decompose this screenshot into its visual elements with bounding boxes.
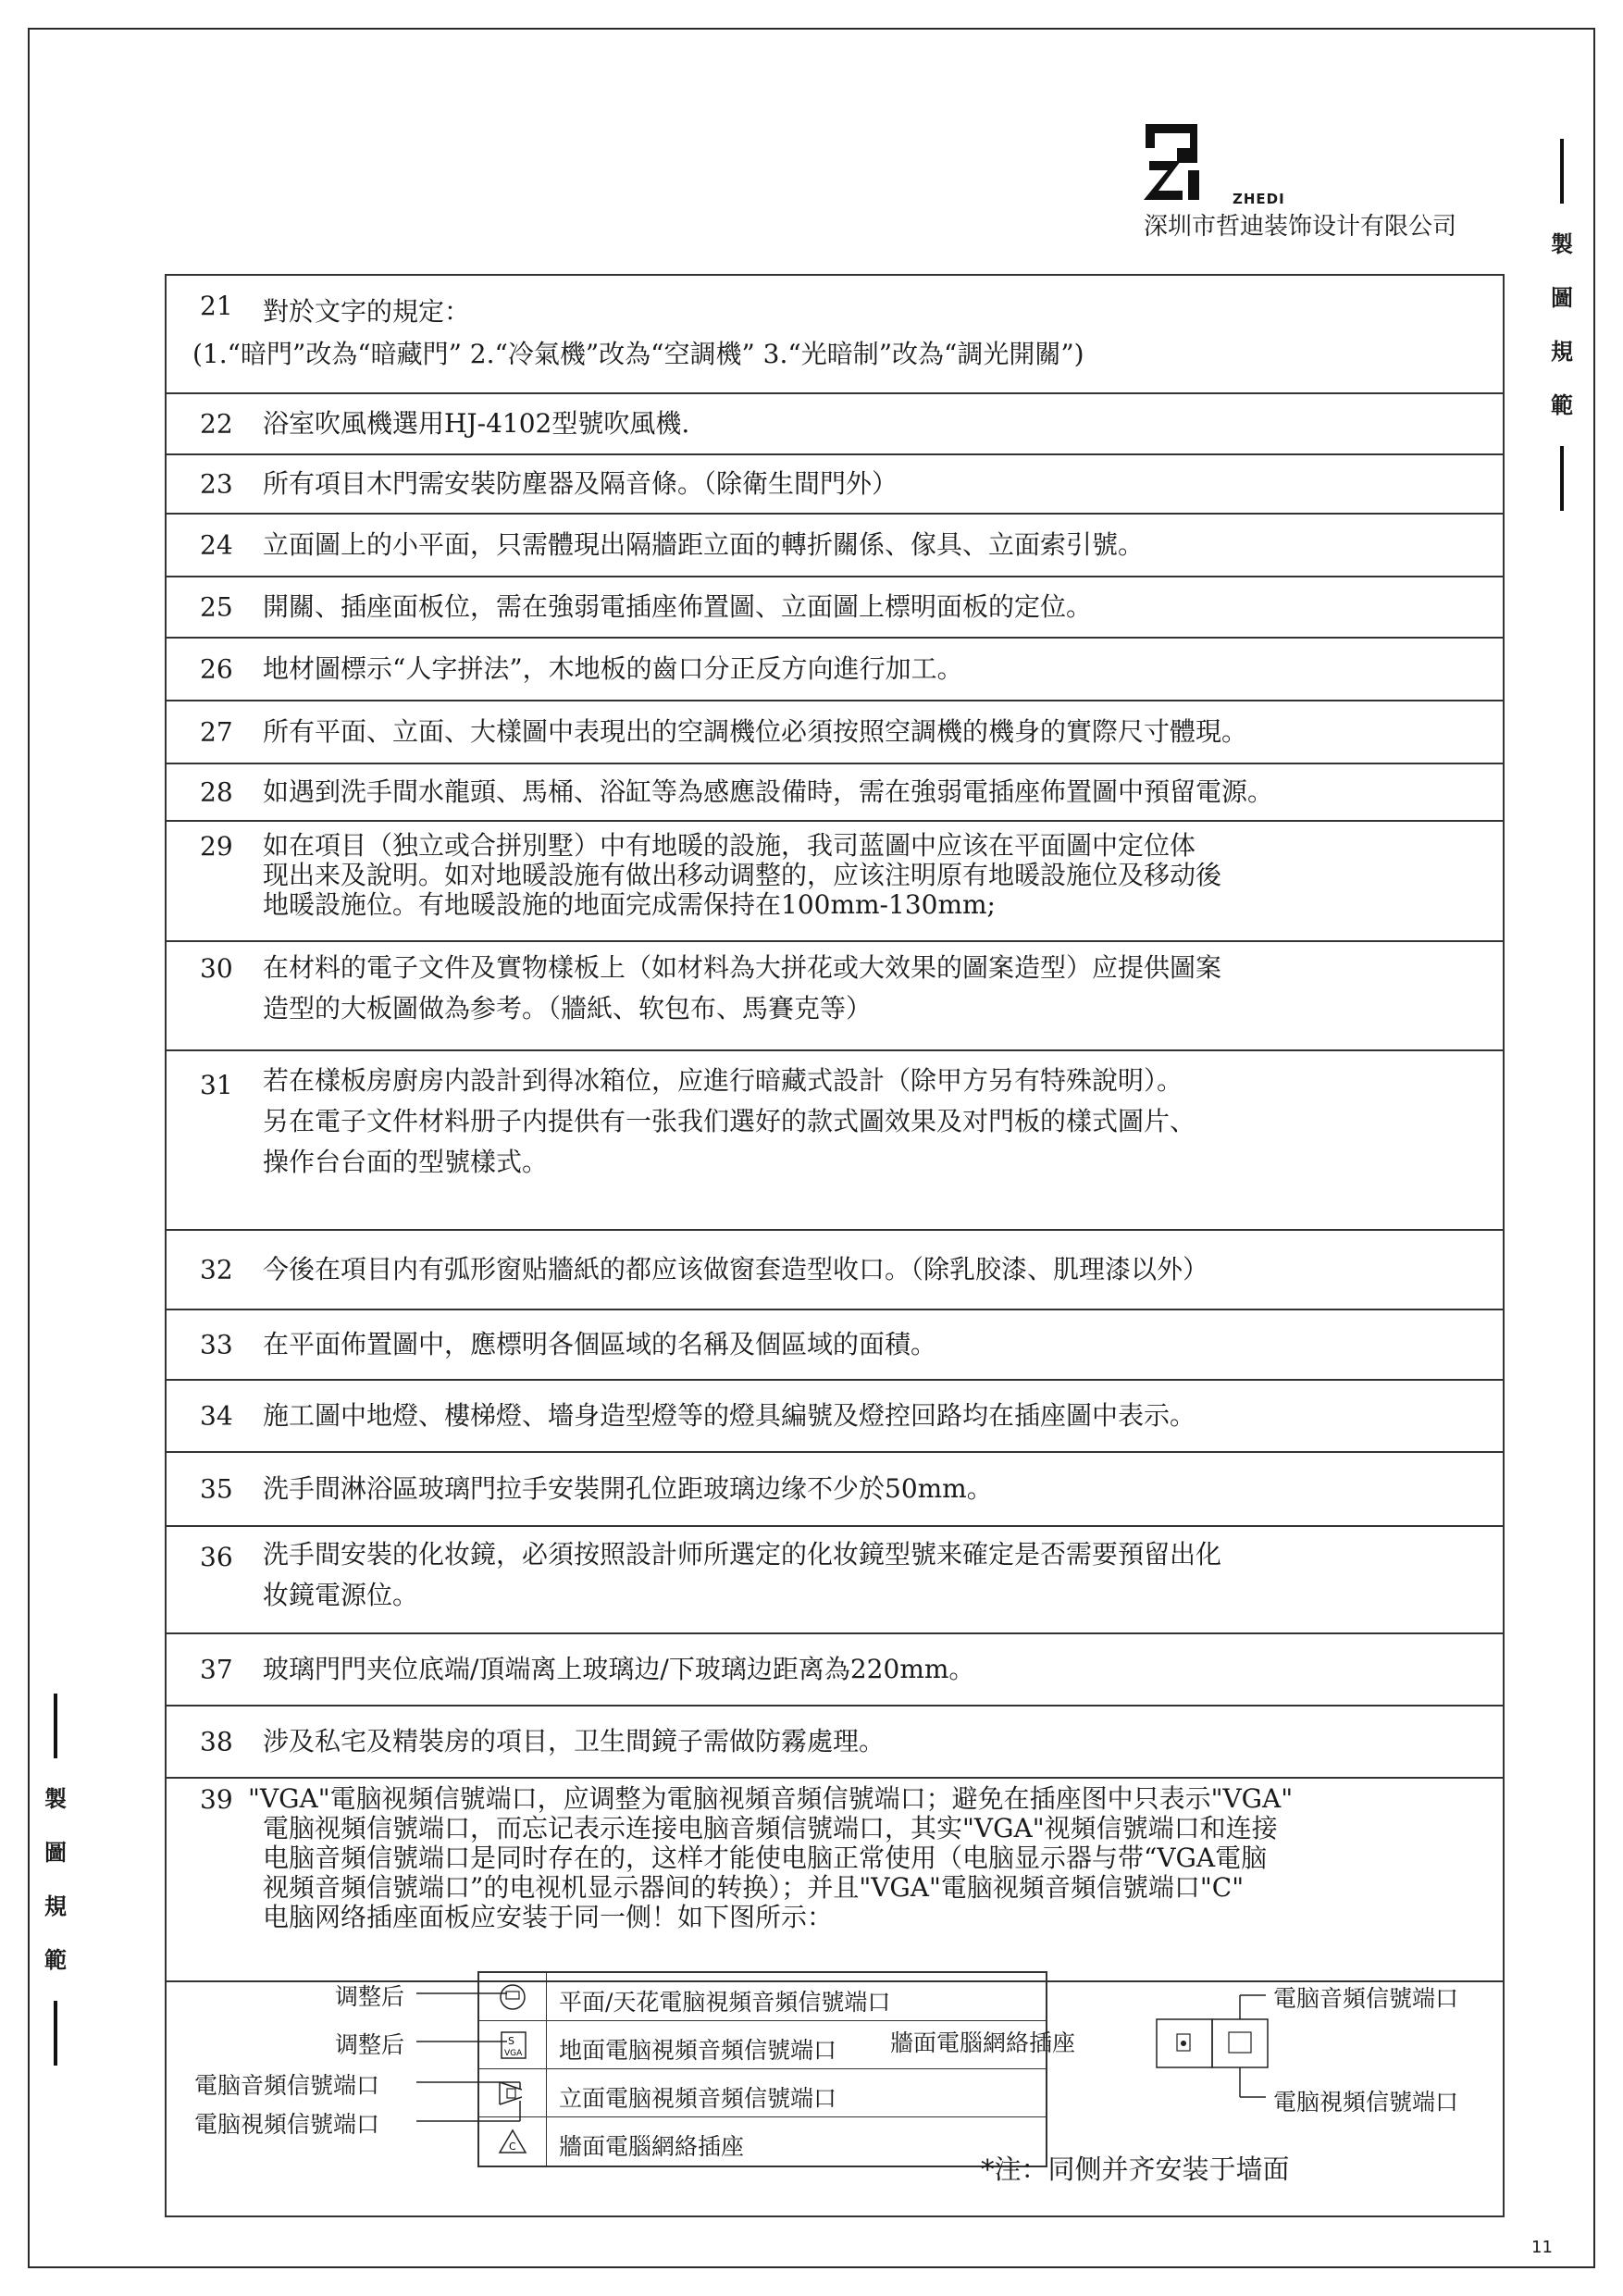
side-tag-char: 製: [44, 1786, 67, 1812]
logo-brand-text: ZHEDI: [1233, 191, 1285, 207]
legend-icon-letter-s: S: [508, 2035, 514, 2047]
side-bar-top: [54, 1694, 57, 1758]
rule-number: 27: [200, 716, 233, 748]
rule-text: 立面圖上的小平面，只需體現出隔牆距立面的轉折關係、傢具、立面索引號。: [263, 529, 1145, 560]
rule-line: 如在項目（独立或合拼別墅）中有地暖的設施，我司蓝圖中应该在平面圖中定位体: [263, 830, 1196, 861]
rule-text: 今後在項目内有弧形窗贴牆紙的都应该做窗套造型收口。（除乳胶漆、肌理漆以外）: [263, 1254, 1209, 1285]
side-tag-char: 規: [44, 1893, 67, 1919]
side-tag-char: 圖: [44, 1840, 67, 1866]
installation-note: *注：同侧并齐安装于墙面: [981, 2153, 1290, 2185]
rule-number: 21: [200, 291, 233, 321]
rule-row-37: [167, 1634, 1503, 1706]
rule-line: 现出来及說明。如对地暖設施有做出移动调整的，应该注明原有地暖設施位及移动後: [263, 860, 1222, 890]
callout-adjusted-1: 调整后: [335, 1983, 405, 2010]
rule-text: 施工圖中地燈、樓梯燈、墻身造型燈等的燈具編號及燈控回路均在插座圖中表示。: [263, 1400, 1196, 1431]
rule-row-24: [167, 515, 1503, 577]
callout-video-port: 電脑視頻信號端口: [194, 2111, 380, 2138]
legend-label: 牆面電腦網絡插座: [559, 2133, 745, 2160]
rule-row-39: [167, 1779, 1503, 1980]
rule-row-23: [167, 455, 1503, 515]
rule-row-35: [167, 1453, 1503, 1527]
rule-line: 操作台台面的型號樣式。: [263, 1147, 549, 1177]
rule-row-32: [167, 1231, 1503, 1310]
rule-number: 30: [200, 953, 233, 984]
rule-text: [248, 1784, 1495, 1932]
rule-text: 地材圖標示“人字拼法”，木地板的齒口分正反方向進行加工。: [263, 653, 963, 684]
page-number: 11: [1531, 2238, 1553, 2257]
rules-table: [165, 274, 1505, 2217]
rule-line: 若在樣板房廚房内設計到得冰箱位，应進行暗藏式設計（除甲方另有特殊說明）。: [263, 1065, 1183, 1096]
callout-adjusted-2: 调整后: [335, 2031, 405, 2058]
rule-number: 33: [200, 1329, 233, 1360]
rule-text: [192, 291, 1495, 376]
side-bar-bottom: [54, 2001, 57, 2066]
rule-number: 34: [200, 1400, 233, 1432]
side-bar-top: [1560, 139, 1564, 204]
rule-text: 涉及私宅及精裝房的項目，卫生間鏡子需做防霧處理。: [263, 1726, 886, 1756]
side-bar-bottom: [1560, 446, 1564, 511]
side-tag-char: 製: [1551, 231, 1573, 257]
rule-line: 地暖設施位。有地暖設施的地面完成需保持在100mm-130mm;: [263, 889, 996, 920]
rule-line: 電脑视頻信號端口，而忘记表示连接电脑音頻信號端口，其实"VGA"视頻信號端口和连接: [263, 1813, 1278, 1843]
right-callout-audio: 電脑音頻信號端口: [1273, 1985, 1459, 2012]
rule-line: 另在電子文件材料册子内提供有一张我们選好的款式圖效果及对門板的樣式圖片、: [263, 1106, 1196, 1136]
rule-number: 35: [200, 1473, 233, 1505]
wall-network-socket-label: 牆面電腦網絡插座: [890, 2029, 1076, 2056]
rule-line: (1.“暗門”改為“暗藏門” 2.“冷氣機”改為“空調機” 3.“光暗制”改為“調光開關”): [192, 339, 1084, 369]
rule-number: 24: [200, 529, 233, 561]
legend-label: 平面/天花電脑視頻音頻信號端口: [559, 1989, 891, 2016]
rule-row-22: [167, 394, 1503, 455]
rule-row-31: [167, 1051, 1503, 1231]
rule-line: 妆鏡電源位。: [263, 1580, 419, 1610]
rule-text: [263, 1534, 1495, 1616]
rule-number: 23: [200, 468, 233, 500]
rule-text: [263, 948, 1495, 1029]
rule-number: 37: [200, 1654, 233, 1685]
rule-number: 32: [200, 1254, 233, 1285]
rule-line: 造型的大板圖做為参考。（牆紙、软包布、馬賽克等）: [263, 993, 873, 1024]
legend-icon-vga: VGA: [504, 2049, 523, 2058]
side-tag-char: 規: [1551, 339, 1573, 365]
rule-text: [263, 1061, 1495, 1183]
rule-line: 视頻音頻信號端口”的电视机显示器间的转换）；并且"VGA"電脑视頻音頻信號端口"C": [263, 1872, 1245, 1903]
rule-text: 所有平面、立面、大樣圖中表現出的空調機位必須按照空調機的機身的實際尺寸體現。: [263, 716, 1248, 747]
rule-number: 38: [200, 1726, 233, 1757]
rule-text: 所有項目木門需安裝防塵器及隔音條。（除衛生間門外）: [263, 468, 898, 499]
legend-label: 立面電脑視頻音頻信號端口: [559, 2085, 837, 2112]
rule-number: 22: [200, 408, 233, 440]
rule-row-27: [167, 701, 1503, 764]
company-logo: [1140, 120, 1285, 207]
rule-number: 25: [200, 591, 233, 623]
rule-number: 29: [200, 831, 233, 862]
rule-row-33: [167, 1310, 1503, 1381]
rule-text: [263, 831, 1495, 920]
rule-text: 在平面佈置圖中，應標明各個區域的名稱及個區域的面積。: [263, 1329, 937, 1359]
rule-line: "VGA"電脑视頻信號端口，应调整为電脑视頻音頻信號端口；避免在插座图中只表示"VGA": [248, 1783, 1294, 1814]
callout-audio-port: 電脑音頻信號端口: [194, 2072, 380, 2099]
rule-number: 39: [200, 1784, 233, 1815]
legend-label: 地面電脑視頻音頻信號端口: [559, 2037, 837, 2064]
rule-text: 玻璃門門夹位底端/頂端离上玻璃边/下玻璃边距离為220mm。: [263, 1654, 975, 1684]
rule-line: 對於文字的規定：: [263, 296, 471, 327]
rule-number: 28: [200, 776, 233, 808]
rule-row-38: [167, 1706, 1503, 1779]
side-tag-char: 圖: [1551, 285, 1573, 311]
rule-row-25: [167, 577, 1503, 639]
rule-text: 如遇到洗手間水龍頭、馬桶、浴缸等為感應設備時，需在強弱電插座佈置圖中預留電源。: [263, 776, 1274, 807]
rule-text: 開關、插座面板位，需在強弱電插座佈置圖、立面圖上標明面板的定位。: [263, 591, 1093, 622]
side-tag-char: 範: [1551, 392, 1573, 418]
rule-row-34: [167, 1381, 1503, 1453]
company-name: 深圳市哲迪装饰设计有限公司: [1144, 213, 1457, 241]
legend-icon-c: C: [509, 2141, 516, 2153]
rule-line: 在材料的電子文件及實物樣板上（如材料為大拼花或大效果的圖案造型）应提供圖案: [263, 952, 1222, 983]
side-tag-left: [37, 1694, 74, 2066]
rule-text: 洗手間淋浴區玻璃門拉手安裝開孔位距玻璃边缘不少於50mm。: [263, 1473, 993, 1504]
side-tag-right: [1543, 139, 1580, 511]
rule-row-29: [167, 822, 1503, 942]
rule-row-36: [167, 1527, 1503, 1634]
rule-number: 36: [200, 1542, 233, 1572]
rule-text: 浴室吹風機選用HJ-4102型號吹風機.: [263, 408, 690, 439]
rule-line: 电脑音頻信號端口是同时存在的，这样才能使电脑正常使用（电脑显示器与带“VGA電脑: [263, 1843, 1268, 1873]
rule-number: 31: [200, 1070, 233, 1100]
rule-row-30: [167, 942, 1503, 1051]
right-callout-video: 電脑視頻信號端口: [1273, 2089, 1459, 2116]
rule-row-28: [167, 764, 1503, 822]
rule-number: 26: [200, 653, 233, 685]
side-tag-char: 範: [44, 1947, 67, 1973]
rule-line: 电脑网络插座面板应安装于同一侧！如下图所示：: [263, 1902, 834, 1932]
legend-zone: [165, 1971, 1505, 2184]
rule-row-26: [167, 639, 1503, 701]
rule-row-21: [167, 276, 1503, 394]
rule-line: 洗手間安裝的化妆鏡，必須按照設計师所選定的化妆鏡型號来確定是否需要預留出化: [263, 1539, 1222, 1570]
